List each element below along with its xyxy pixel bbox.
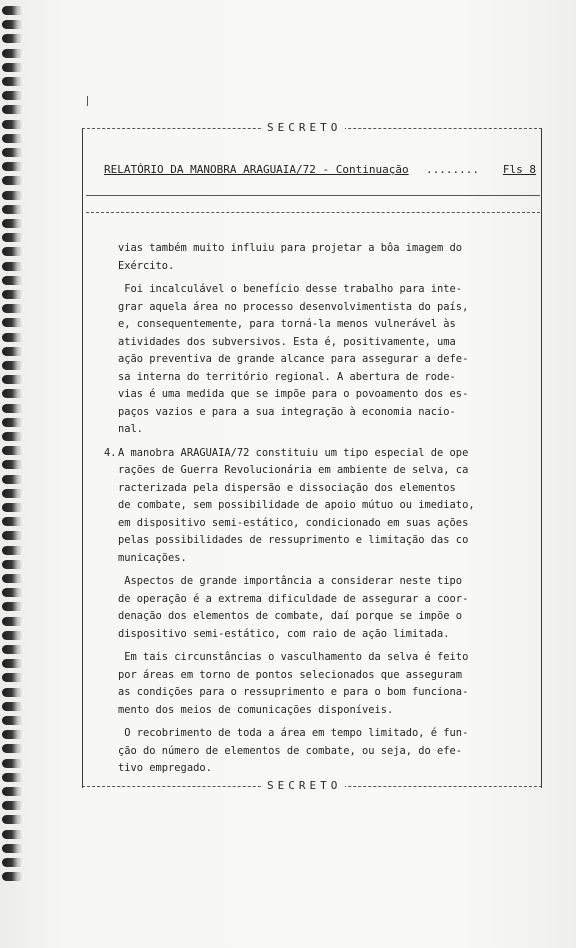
binding-ring bbox=[2, 673, 24, 682]
header-rule-lower bbox=[86, 212, 540, 213]
text-line: grar aquela área no processo desenvolvimentista do país, bbox=[118, 300, 469, 313]
text-line: as condições para o ressuprimento e para o bom funciona- bbox=[118, 686, 469, 698]
text-line: de combate, sem possibilidade de apoio mútuo ou imediato, bbox=[118, 499, 475, 511]
binding-ring bbox=[2, 247, 24, 256]
binding-ring bbox=[2, 347, 24, 356]
margin-mark bbox=[87, 96, 88, 106]
binding-ring bbox=[2, 91, 24, 100]
binding-ring bbox=[2, 659, 24, 668]
binding-ring bbox=[2, 475, 24, 484]
binding-ring bbox=[2, 872, 24, 881]
spiral-binding bbox=[0, 0, 30, 948]
binding-ring bbox=[2, 546, 24, 555]
binding-ring bbox=[2, 716, 24, 725]
text-line: dispositivo semi-estático, com raio de ação limitada. bbox=[118, 627, 450, 640]
text-line: atividades dos subversivos. Esta é, positivamente, uma bbox=[118, 335, 456, 348]
classification-stamp-top: SECRETO bbox=[263, 121, 345, 134]
text-line: sa interna do território regional. A abertura de rode- bbox=[118, 370, 456, 383]
binding-ring bbox=[2, 602, 24, 611]
text-line: mento dos meios de comunicações disponíveis. bbox=[118, 703, 394, 716]
header-rule-upper bbox=[86, 195, 540, 196]
binding-ring bbox=[2, 219, 24, 228]
report-body bbox=[104, 240, 510, 784]
text-line: em dispositivo semi-estático, condicionado em suas ações bbox=[118, 516, 469, 529]
paragraph-number: 4. bbox=[104, 446, 117, 459]
binding-ring bbox=[2, 418, 24, 427]
binding-ring bbox=[2, 290, 24, 299]
binding-ring bbox=[2, 304, 24, 313]
text-line: denação dos elementos de combate, daí porque se impõe o bbox=[118, 610, 463, 622]
binding-ring bbox=[2, 617, 24, 626]
binding-ring bbox=[2, 333, 24, 342]
binding-ring bbox=[2, 233, 24, 242]
text-line: pelas possibilidades de ressuprimento e limitação das co bbox=[118, 534, 469, 546]
numbered-paragraph bbox=[104, 445, 510, 568]
binding-ring bbox=[2, 20, 24, 29]
binding-ring bbox=[2, 773, 24, 782]
binding-ring bbox=[2, 318, 24, 327]
binding-ring bbox=[2, 645, 24, 654]
binding-ring bbox=[2, 6, 24, 15]
binding-ring bbox=[2, 120, 24, 129]
text-line: Aspectos de grande importância a considerar neste tipo bbox=[118, 575, 463, 587]
binding-ring bbox=[2, 276, 24, 285]
binding-ring bbox=[2, 105, 24, 114]
binding-ring bbox=[2, 375, 24, 384]
page-number: Fls 8 bbox=[502, 163, 536, 176]
text-line: nal. bbox=[118, 423, 144, 435]
binding-ring bbox=[2, 688, 24, 697]
binding-ring bbox=[2, 432, 24, 441]
report-header bbox=[104, 163, 536, 181]
paragraph bbox=[118, 573, 510, 643]
text-line: tivo empregado. bbox=[118, 762, 212, 774]
text-line: ção do número de elementos de combate, ou seja, do efe- bbox=[118, 744, 463, 757]
binding-ring bbox=[2, 759, 24, 768]
binding-ring bbox=[2, 730, 24, 739]
binding-ring bbox=[2, 148, 24, 157]
text-line: vias é uma medida que se impõe para o povoamento dos es- bbox=[118, 388, 469, 400]
paragraph bbox=[118, 240, 510, 275]
binding-ring bbox=[2, 702, 24, 711]
binding-ring bbox=[2, 531, 24, 540]
binding-ring bbox=[2, 858, 24, 867]
binding-ring bbox=[2, 361, 24, 370]
text-line: O recobrimento de toda a área em tempo limitado, é fun- bbox=[118, 727, 469, 739]
text-line: por áreas em torno de pontos selecionados que asseguram bbox=[118, 668, 463, 681]
binding-ring bbox=[2, 63, 24, 72]
text-line: rações de Guerra Revolucionária em ambiente de selva, ca bbox=[118, 464, 469, 476]
text-line: paços vazios e para a sua integração à economia nacio- bbox=[118, 405, 456, 418]
binding-ring bbox=[2, 162, 24, 171]
binding-ring bbox=[2, 631, 24, 640]
text-line: racterizada pela dispersão e dissociação dos elementos bbox=[118, 481, 456, 494]
paragraph bbox=[118, 649, 510, 719]
binding-ring bbox=[2, 262, 24, 271]
binding-ring bbox=[2, 560, 24, 569]
binding-ring bbox=[2, 574, 24, 583]
header-leader-dots: ........ bbox=[426, 163, 479, 176]
report-title: RELATÓRIO DA MANOBRA ARAGUAIA/72 - Continuação bbox=[104, 163, 409, 176]
binding-ring bbox=[2, 191, 24, 200]
text-line: Em tais circunstâncias o vasculhamento da selva é feito bbox=[118, 651, 469, 663]
binding-ring bbox=[2, 787, 24, 796]
binding-ring bbox=[2, 34, 24, 43]
binding-ring bbox=[2, 588, 24, 597]
binding-ring bbox=[2, 205, 24, 214]
binding-ring bbox=[2, 801, 24, 810]
binding-ring bbox=[2, 446, 24, 455]
text-line: Foi incalculável o benefício desse trabalho para inte- bbox=[118, 283, 463, 295]
binding-ring bbox=[2, 77, 24, 86]
binding-ring bbox=[2, 830, 24, 839]
binding-ring bbox=[2, 49, 24, 58]
binding-ring bbox=[2, 503, 24, 512]
binding-ring bbox=[2, 815, 24, 824]
text-line: Exército. bbox=[118, 259, 175, 272]
text-line: vias também muito influiu para projetar a bôa imagem do bbox=[118, 242, 463, 254]
text-line: municações. bbox=[118, 551, 187, 564]
binding-ring bbox=[2, 389, 24, 398]
classification-stamp-bottom: SECRETO bbox=[263, 779, 345, 792]
binding-ring bbox=[2, 489, 24, 498]
text-line: e, consequentemente, para torná-la menos vulnerável às bbox=[118, 318, 456, 330]
binding-ring bbox=[2, 134, 24, 143]
binding-ring bbox=[2, 404, 24, 413]
binding-ring bbox=[2, 176, 24, 185]
text-line: de operação é a extrema dificuldade de assegurar a coor- bbox=[118, 592, 469, 605]
binding-ring bbox=[2, 744, 24, 753]
binding-ring bbox=[2, 460, 24, 469]
binding-ring bbox=[2, 844, 24, 853]
paragraph bbox=[118, 725, 510, 778]
paragraph bbox=[118, 281, 510, 439]
text-line: A manobra ARAGUAIA/72 constituiu um tipo especial de ope bbox=[118, 446, 469, 459]
text-line: ação preventiva de grande alcance para assegurar a defe- bbox=[118, 353, 469, 365]
binding-ring bbox=[2, 517, 24, 526]
